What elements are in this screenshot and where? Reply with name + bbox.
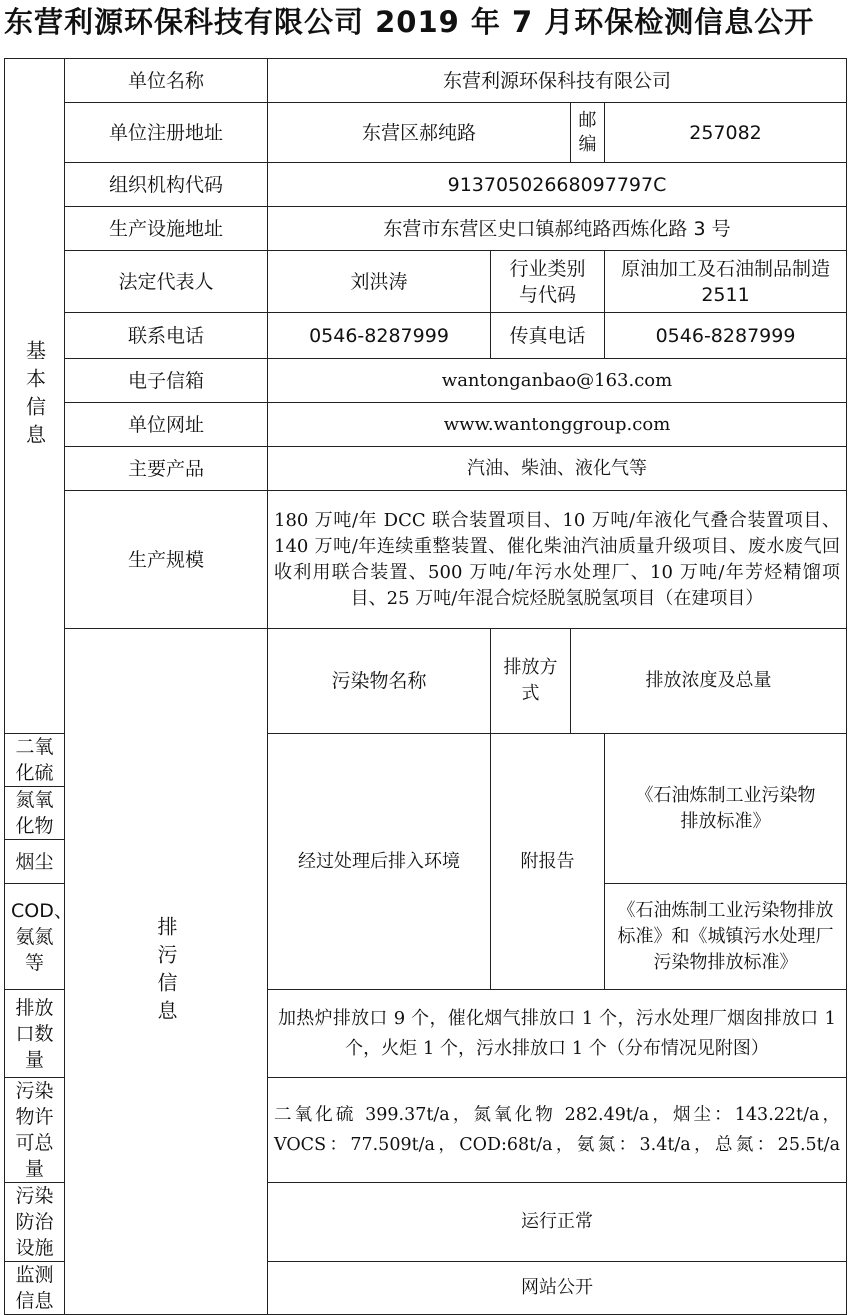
industry-label: 行业类别与代码 xyxy=(491,251,605,313)
monitoring-value: 网站公开 xyxy=(268,1262,847,1315)
pollutant-header: 污染物名称 xyxy=(268,629,491,734)
pollutant-dust: 烟尘 xyxy=(5,840,65,884)
company-name-value: 东营利源环保科技有限公司 xyxy=(268,59,847,103)
emission-concentration-value: 附报告 xyxy=(491,734,605,990)
pollutant-cod: COD、氨氮等 xyxy=(5,884,65,990)
products-label: 主要产品 xyxy=(65,447,268,491)
postcode-value: 257082 xyxy=(605,103,847,163)
standard-water-value: 《石油炼制工业污染物排放标准》和《城镇污水处理厂污染物排放标准》 xyxy=(605,884,847,990)
page-title: 东营利源环保科技有限公司 2019 年 7 月环保检测信息公开 xyxy=(4,5,815,39)
fax-label: 传真电话 xyxy=(491,313,605,359)
email-label: 电子信箱 xyxy=(65,359,268,403)
basic-info-section-label: 基本信息 xyxy=(5,59,65,734)
method-header: 排放方式 xyxy=(491,629,571,734)
scale-label: 生产规模 xyxy=(65,491,268,629)
org-code-label: 组织机构代码 xyxy=(65,163,268,207)
emission-info-section-label: 排污信息 xyxy=(65,629,268,1315)
org-code-value: 91370502668097797C xyxy=(268,163,847,207)
scale-value: 180 万吨/年 DCC 联合装置项目、10 万吨/年液化气叠合装置项目、140 万吨/年连续重整装置、催化柴油汽油质量升级项目、废水废气回收利用联合装置、500 万吨/年污水处理厂、10 万吨/年芳烃精馏项目、25 万吨/年混合烷烃脱氢脱氢项目（在建项目） xyxy=(268,491,847,629)
website-label: 单位网址 xyxy=(65,403,268,447)
permit-label: 污染物许可总量 xyxy=(5,1078,65,1183)
info-table xyxy=(4,58,847,1315)
phone-value: 0546-8287999 xyxy=(268,313,491,359)
phone-label: 联系电话 xyxy=(65,313,268,359)
industry-value: 原油加工及石油制品制造 2511 xyxy=(605,251,847,313)
reg-address-label: 单位注册地址 xyxy=(65,103,268,163)
concentration-header: 排放浓度及总量 xyxy=(571,629,847,734)
reg-address-value: 东营区郝纯路 xyxy=(268,103,571,163)
emission-method-value: 经过处理后排入环境 xyxy=(268,734,491,990)
company-name-label: 单位名称 xyxy=(65,59,268,103)
outlets-value: 加热炉排放口 9 个，催化烟气排放口 1 个，污水处理厂烟囱排放口 1 个，火炬 1 个，污水排放口 1 个（分布情况见附图） xyxy=(268,990,847,1078)
fax-value: 0546-8287999 xyxy=(605,313,847,359)
products-value: 汽油、柴油、液化气等 xyxy=(268,447,847,491)
email-value: wantonganbao@163.com xyxy=(268,359,847,403)
facility-address-label: 生产设施地址 xyxy=(65,207,268,251)
legal-rep-label: 法定代表人 xyxy=(65,251,268,313)
pollutant-so2: 二氧化硫 xyxy=(5,734,65,787)
standard-air-value: 《石油炼制工业污染物排放标准》 xyxy=(605,734,847,884)
pollutant-nox: 氮氧化物 xyxy=(5,787,65,840)
facilities-label: 污染防治设施 xyxy=(5,1183,65,1262)
permit-value: 二氧化硫 399.37t/a，氮氧化物 282.49t/a，烟尘：143.22t/a，VOCS：77.509t/a，COD:68t/a，氨氮：3.4t/a，总氮：25.5t/a xyxy=(268,1078,847,1183)
monitoring-label: 监测信息 xyxy=(5,1262,65,1315)
legal-rep-value: 刘洪涛 xyxy=(268,251,491,313)
website-value: www.wantonggroup.com xyxy=(268,403,847,447)
outlets-label: 排放口数量 xyxy=(5,990,65,1078)
facilities-value: 运行正常 xyxy=(268,1183,847,1262)
facility-address-value: 东营市东营区史口镇郝纯路西炼化路 3 号 xyxy=(268,207,847,251)
postcode-label: 邮编 xyxy=(571,103,605,163)
